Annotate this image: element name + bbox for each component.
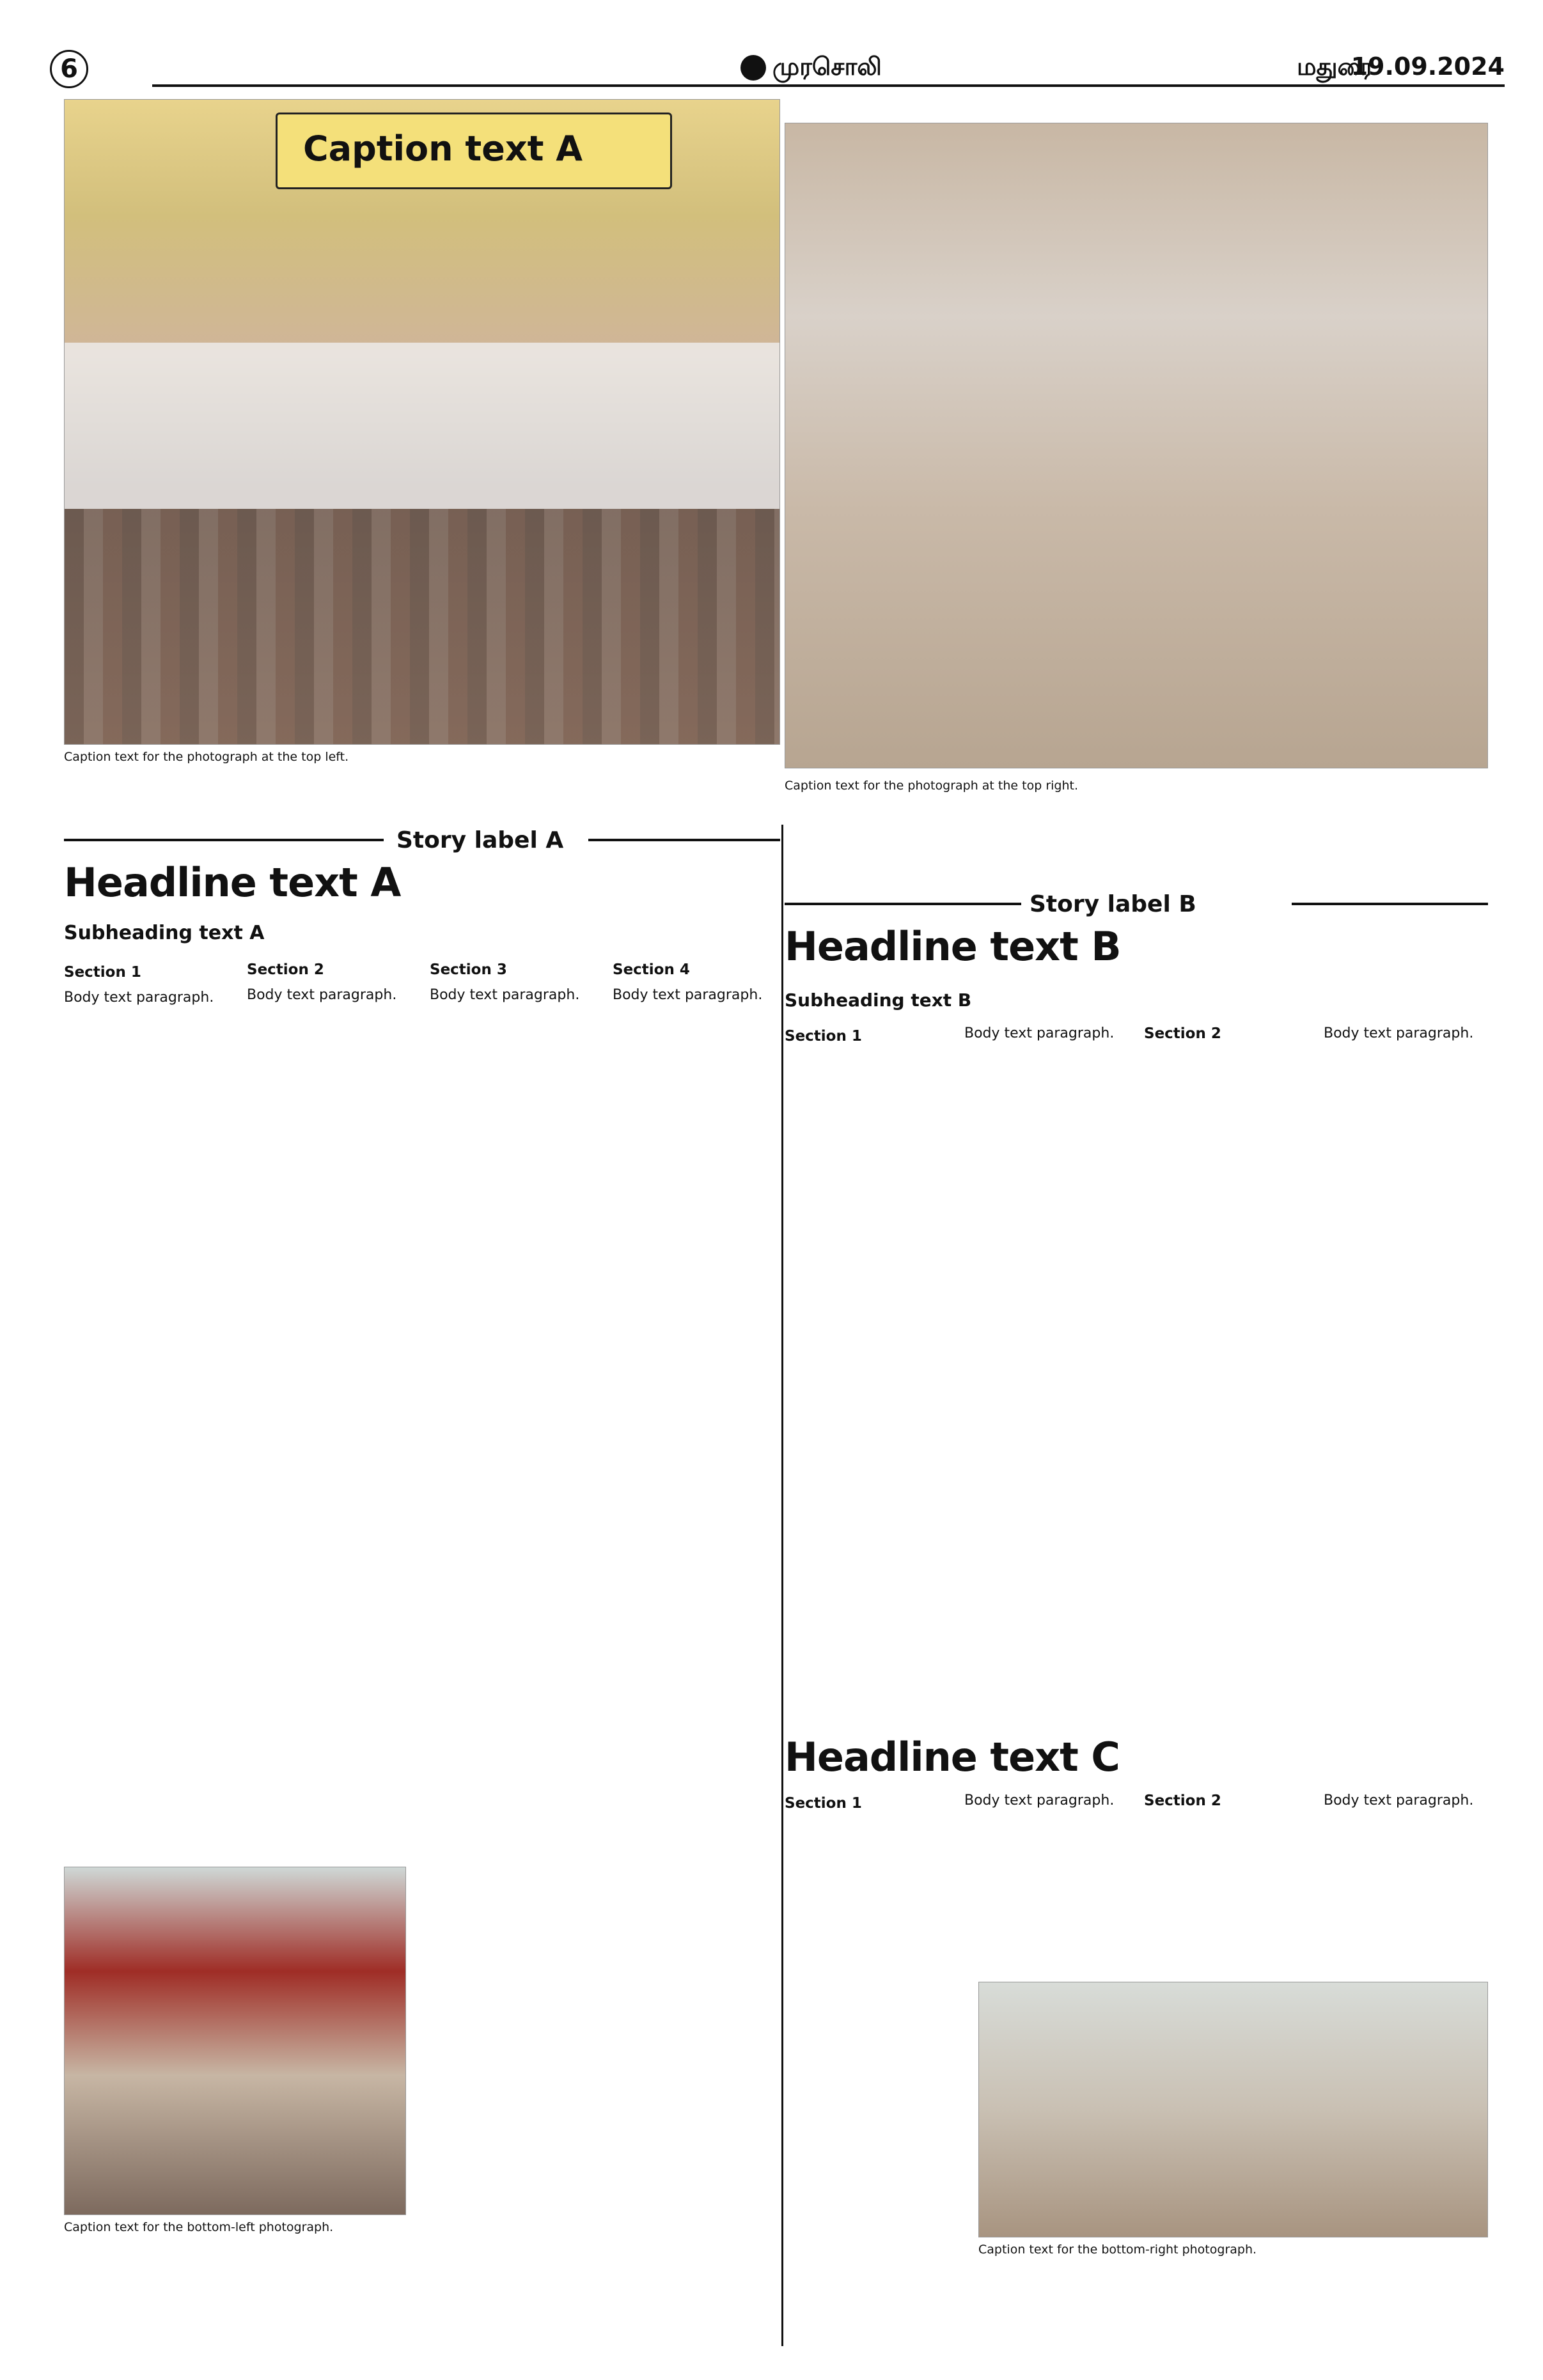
masthead-rule [152, 84, 1505, 87]
logo-icon [740, 55, 766, 81]
masthead [50, 50, 1505, 83]
story-a-subhead: Subheading text A [64, 922, 265, 944]
photo-top-right [785, 123, 1488, 768]
section-heading: Section 4 [613, 961, 690, 978]
story-b-body [785, 1023, 1488, 1726]
column-divider [781, 825, 783, 2346]
photo-caption-b: Caption text for the photograph at the top right. [785, 779, 1078, 793]
photo-caption-c: Caption text for the bottom-left photograph. [64, 2220, 334, 2234]
label-rule [588, 839, 780, 841]
edition-date: 19.09.2024 [1351, 52, 1505, 81]
section-body: Body text paragraph. [964, 1025, 1115, 1041]
story-a-body [64, 959, 780, 1854]
label-rule [1292, 903, 1488, 905]
section-heading: Section 3 [430, 961, 507, 978]
story-c-headline: Headline text C [785, 1734, 1120, 1780]
label-rule [785, 903, 1021, 905]
section-heading: Section 1 [785, 1028, 862, 1045]
section-heading: Section 2 [1144, 1025, 1221, 1042]
photo-banner-text: Caption text A [303, 128, 583, 169]
section-body: Body text paragraph. [964, 1793, 1115, 1808]
section-body: Body text paragraph. [247, 986, 397, 1003]
section-heading: Section 2 [247, 961, 324, 978]
story-a-label: Story label A [396, 827, 564, 853]
photo-banner [276, 113, 672, 189]
story-b-subhead: Subheading text B [785, 990, 972, 1011]
edition-city: மதுரை [1297, 52, 1374, 81]
story-a-headline: Headline text A [64, 859, 401, 906]
page-number: 6 [50, 50, 88, 88]
section-body: Body text paragraph. [1324, 1025, 1474, 1041]
section-heading: Section 2 [1144, 1793, 1221, 1809]
label-rule [64, 839, 384, 841]
paper-name: முரசொலி [772, 52, 882, 81]
photo-caption-a: Caption text for the photograph at the top left. [64, 750, 349, 764]
photo-top-left [64, 99, 780, 745]
story-b-headline: Headline text B [785, 923, 1121, 970]
section-heading: Section 1 [64, 964, 141, 981]
photo-caption-d: Caption text for the bottom-right photograph. [978, 2243, 1257, 2257]
section-body: Body text paragraph. [1324, 1793, 1474, 1808]
photo-bottom-left [64, 1867, 406, 2215]
section-body: Body text paragraph. [613, 986, 763, 1003]
section-body: Body text paragraph. [430, 986, 580, 1003]
photo-stage-row [65, 343, 779, 509]
section-heading: Section 1 [785, 1795, 862, 1812]
photo-crowd [65, 509, 779, 745]
section-body: Body text paragraph. [64, 989, 214, 1006]
story-b-label: Story label B [1030, 891, 1196, 917]
photo-bottom-right [978, 1982, 1488, 2237]
